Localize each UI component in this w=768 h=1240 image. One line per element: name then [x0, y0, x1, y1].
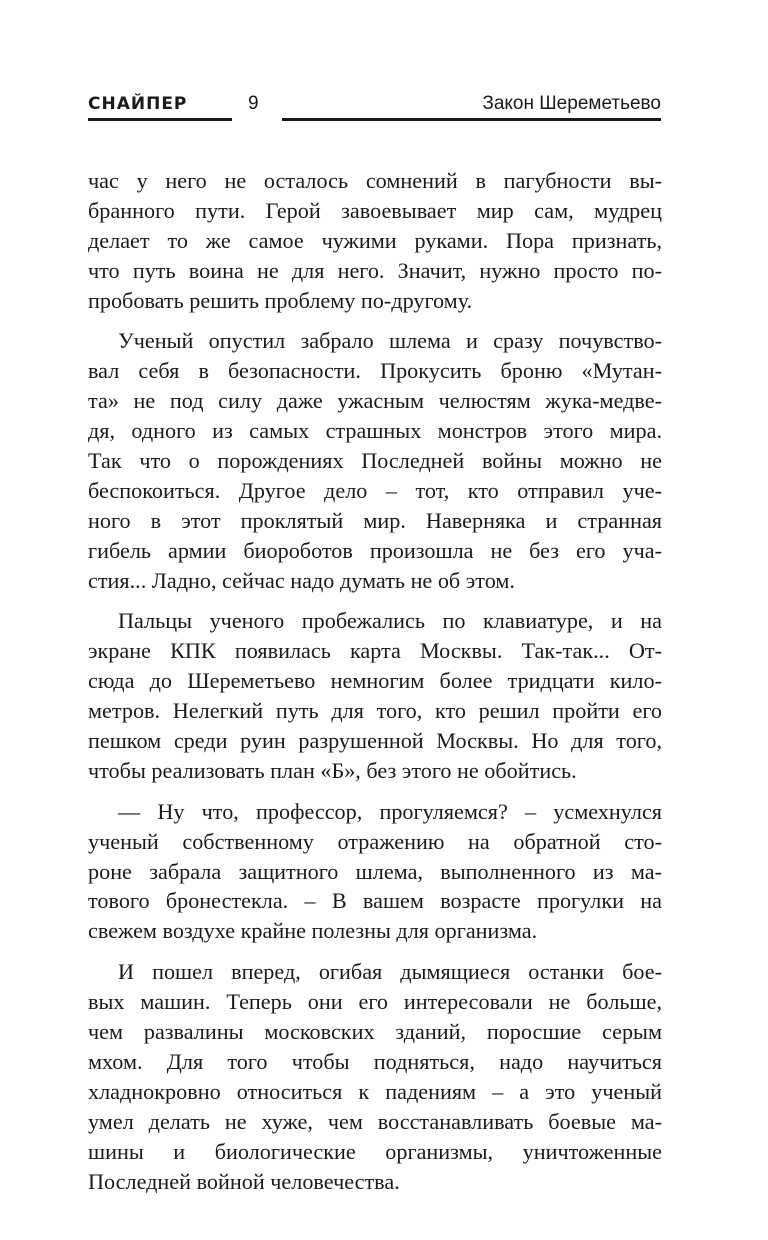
series-name: СНАЙПЕР: [88, 94, 188, 114]
text-line: И пошел вперед, огибая дымящиеся останки бое-: [118, 959, 662, 985]
text-line: дя, одного из самых страшных монстров этого мира.: [88, 418, 662, 444]
text-line: пешком среди руин разрушенной Москвы. Но для того,: [88, 728, 662, 754]
text-line: роне забрала защитного шлема, выполненного из ма-: [88, 858, 662, 884]
paragraph-gap: [88, 786, 662, 797]
paragraph-gap: [88, 946, 662, 957]
text-line: Ученый опустил забрало шлема и сразу почувство-: [118, 328, 662, 354]
book-title: Закон Шереметьево: [482, 93, 661, 114]
text-line: бранного пути. Герой завоевывает мир сам, мудрец: [88, 197, 662, 223]
text-line: что путь воина не для него. Значит, нужно просто по-: [88, 257, 662, 283]
text-line: ного в этот проклятый мир. Наверняка и странная: [88, 507, 662, 533]
paragraph-gap: [88, 595, 662, 606]
text-line: Пальцы ученого пробежались по клавиатуре, и на: [118, 608, 662, 634]
text-line: беспокоиться. Другое дело – тот, кто отправил уче-: [88, 477, 662, 503]
paragraph-gap: [88, 315, 662, 326]
paragraph: [88, 957, 662, 1196]
text-line: экране КПК появилась карта Москвы. Так-так... От-: [88, 638, 662, 664]
body-text: [88, 166, 662, 1196]
title-underline: [282, 118, 661, 121]
text-line: ученый собственному отражению на обратной сто-: [88, 828, 662, 854]
running-header: [88, 88, 661, 128]
text-line: вых машин. Теперь они его интересовали не больше,: [88, 989, 662, 1015]
text-line: час у него не осталось сомнений в пагубности вы-: [88, 168, 662, 193]
text-line: чем развалины московских зданий, поросшие серым: [88, 1019, 662, 1045]
text-line: умел делать не хуже, чем восстанавливать боевые ма-: [88, 1108, 662, 1134]
text-line: чтобы реализовать план «Б», без этого не обойтись.: [88, 757, 577, 783]
text-line: метров. Нелегкий путь для того, кто решил пройти его: [88, 698, 662, 724]
text-line: мхом. Для того чтобы подняться, надо научиться: [88, 1048, 662, 1074]
text-line: Последней войной человечества.: [88, 1168, 400, 1194]
text-line: та» не под силу даже ужасным челюстям жука-медве-: [88, 388, 662, 414]
text-line: тового бронестекла. – В вашем возрасте прогулки на: [88, 888, 662, 914]
series-underline: [88, 118, 232, 121]
paragraph: [88, 797, 662, 946]
text-line: свежем воздухе крайне полезны для организма.: [88, 918, 538, 944]
text-line: пробовать решить проблему по-другому.: [88, 287, 473, 313]
text-line: хладнокровно относиться к падениям – а это ученый: [88, 1078, 662, 1104]
text-line: делает то же самое чужими руками. Пора признать,: [88, 227, 662, 253]
text-line: гибель армии биороботов произошла не без его уча-: [88, 537, 662, 563]
paragraph: [88, 326, 662, 595]
text-line: стия... Ладно, сейчас надо думать не об этом.: [88, 567, 515, 593]
text-line: — Ну что, профессор, прогуляемся? – усмехнулся: [118, 798, 662, 824]
paragraph: [88, 606, 662, 785]
text-line: Так что о порождениях Последней войны можно не: [88, 448, 662, 474]
paragraph: [88, 166, 662, 315]
text-line: вал себя в безопасности. Прокусить броню «Мутан-: [88, 358, 662, 384]
text-line: шины и биологические организмы, уничтоженные: [88, 1138, 662, 1164]
page-number: 9: [248, 93, 259, 114]
text-line: сюда до Шереметьево немногим более тридцати кило-: [88, 668, 662, 694]
